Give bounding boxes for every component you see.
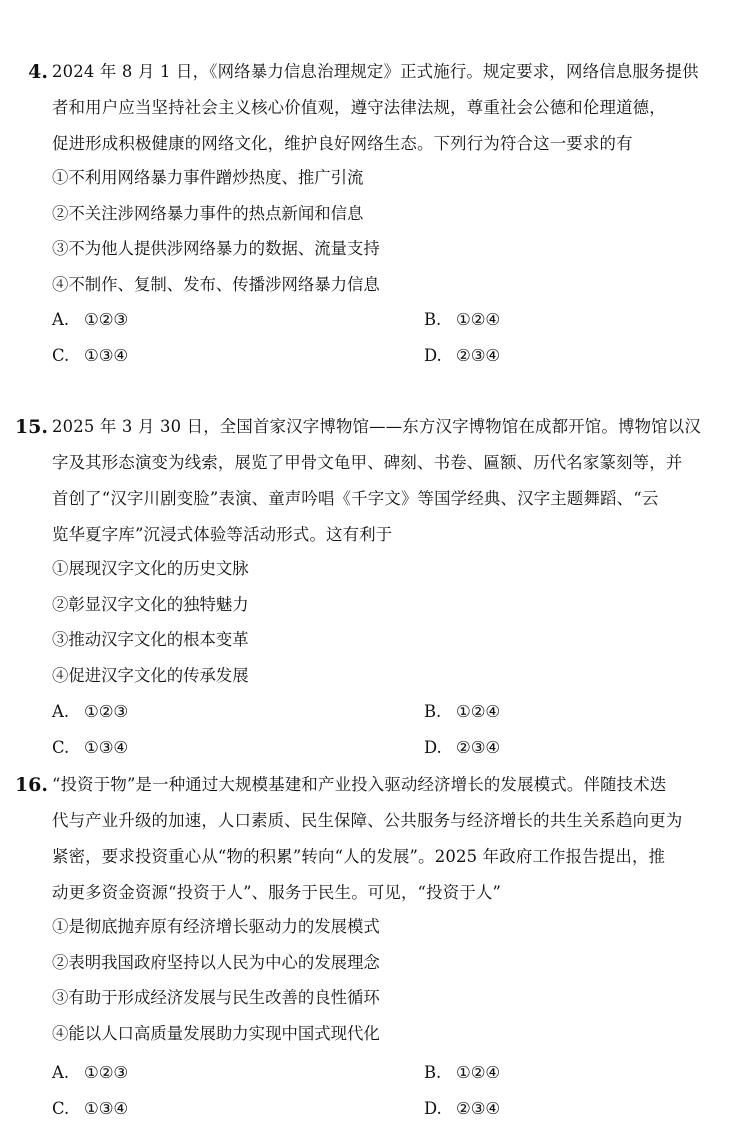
stem-line: “投资于物”是一种通过大规模基建和产业投入驱动经济增长的发展模式。伴随技术迭 [52, 775, 667, 794]
option-row [52, 338, 746, 374]
option-c[interactable]: C. ①③④ [52, 1098, 129, 1118]
statement-item: ④不制作、复制、发布、传播涉网络暴力信息 [52, 274, 380, 294]
question-number: 4. [28, 61, 48, 83]
option-d[interactable]: D. ②③④ [424, 1098, 501, 1118]
statement-item: ③不为他人提供涉网络暴力的数据、流量支持 [52, 239, 380, 258]
stem-line: 2025 年 3 月 30 日，全国首家汉字博物馆——东方汉字博物馆在成都开馆。博物馆以汉 [52, 417, 701, 436]
statement-item: ②不关注涉网络暴力事件的热点新闻和信息 [52, 203, 364, 223]
stem-line: 览华夏字库”沉浸式体验等活动形式。这有利于 [52, 525, 393, 544]
stem-line: 2024 年 8 月 1 日，《网络暴力信息治理规定》正式施行。规定要求，网络信息服务提供 [52, 62, 699, 81]
statement-item: ①是彻底抛弃原有经济增长驱动力的发展模式 [52, 917, 380, 936]
question-stem [52, 409, 746, 553]
stem-line: 代与产业升级的加速，人口素质、民生保障、公共服务与经济增长的共生关系趋向更为 [52, 811, 683, 830]
statement-item: ①不利用网络暴力事件蹭炒热度、推广引流 [52, 168, 364, 187]
option-c[interactable]: C. ①③④ [52, 737, 129, 757]
option-d[interactable]: D. ②③④ [424, 737, 501, 757]
option-b[interactable]: B. ①②④ [424, 310, 501, 329]
answer-options [52, 694, 746, 765]
question-number: 15. [14, 416, 48, 438]
option-row [52, 1091, 746, 1127]
option-row [52, 302, 746, 338]
question-number: 16. [14, 774, 48, 796]
answer-options [52, 302, 746, 373]
statement-item: ④促进汉字文化的传承发展 [52, 665, 249, 685]
statement-item: ③有助于形成经济发展与民生改善的良性循环 [52, 988, 380, 1007]
statement-item: ④能以人口高质量发展助力实现中国式现代化 [52, 1023, 380, 1043]
stem-line: 首创了“汉字川剧变脸”表演、童声吟唱《千字文》等国学经典、汉字主题舞蹈、“云 [52, 489, 659, 508]
question-stem [52, 767, 746, 911]
question-stem [52, 54, 746, 162]
option-a[interactable]: A. ①②③ [52, 702, 129, 721]
option-d[interactable]: D. ②③④ [424, 345, 501, 365]
option-row [52, 694, 746, 730]
option-b[interactable]: B. ①②④ [424, 702, 501, 721]
answer-options [52, 1055, 746, 1126]
stem-line: 动更多资金资源“投资于人”、服务于民生。可见，“投资于人” [52, 883, 502, 902]
stem-line: 紧密，要求投资重心从“物的积累”转向“人的发展”。2025 年政府工作报告提出，推 [52, 847, 666, 866]
option-row [52, 730, 746, 766]
option-a[interactable]: A. ①②③ [52, 310, 129, 329]
statement-list [52, 909, 746, 1051]
statement-item: ③推动汉字文化的根本变革 [52, 630, 249, 649]
statement-item: ①展现汉字文化的历史文脉 [52, 559, 249, 578]
option-b[interactable]: B. ①②④ [424, 1063, 501, 1082]
stem-line: 者和用户应当坚持社会主义核心价值观，遵守法律法规，尊重社会公德和伦理道德， [52, 98, 666, 117]
option-c[interactable]: C. ①③④ [52, 345, 129, 365]
statement-list [52, 551, 746, 693]
statement-item: ②彰显汉字文化的独特魅力 [52, 594, 249, 614]
statement-list [52, 160, 746, 302]
stem-line: 促进形成积极健康的网络文化，维护良好网络生态。下列行为符合这一要求的有 [52, 134, 633, 153]
option-row [52, 1055, 746, 1091]
statement-item: ②表明我国政府坚持以人民为中心的发展理念 [52, 952, 380, 972]
stem-line: 字及其形态演变为线索，展览了甲骨文龟甲、碑刻、书卷、匾额、历代名家篆刻等，并 [52, 453, 683, 472]
option-a[interactable]: A. ①②③ [52, 1063, 129, 1082]
